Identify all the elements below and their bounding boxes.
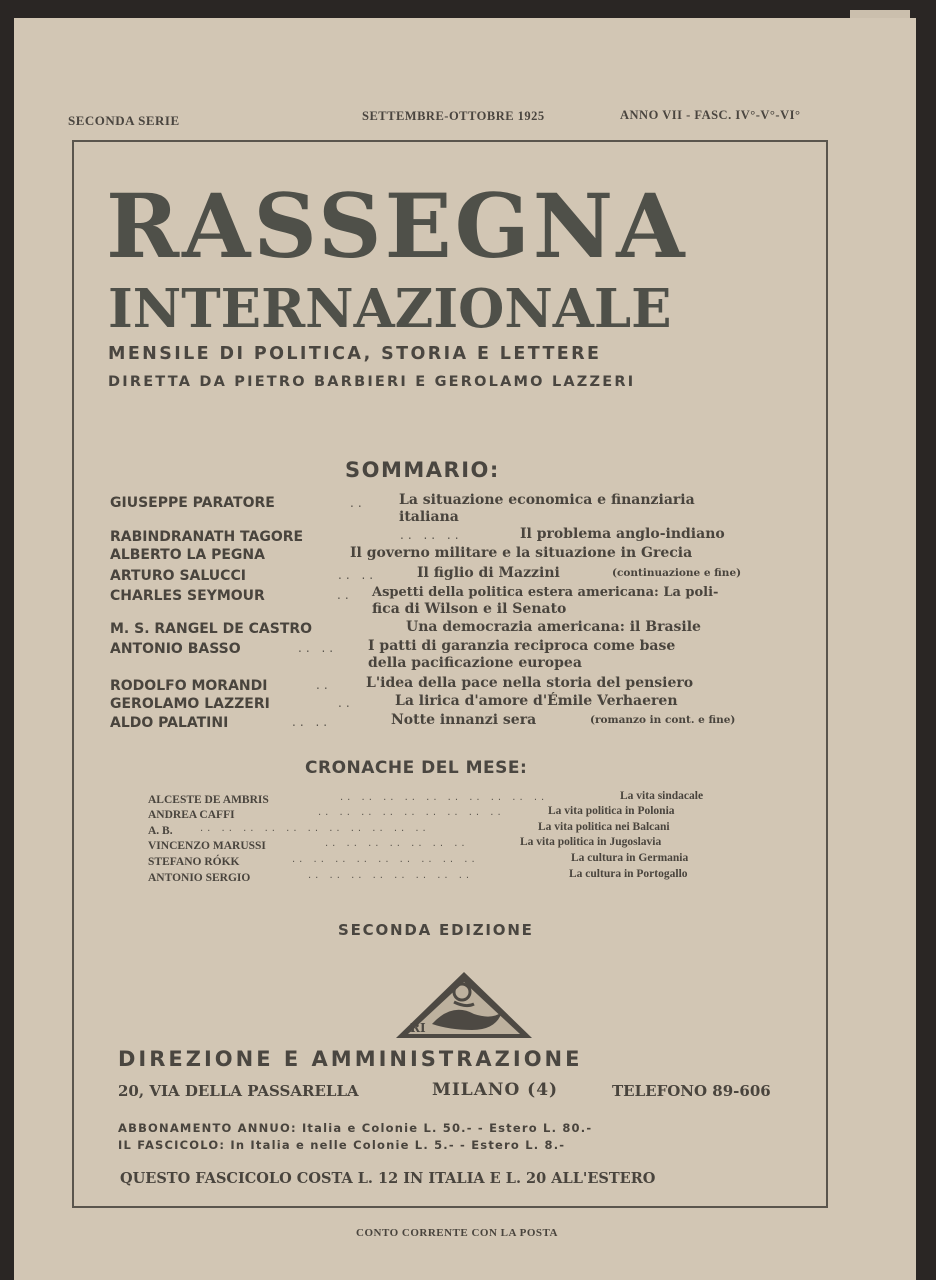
leader-dots: .. ..: [338, 568, 378, 582]
summary-note: (continuazione e fine): [612, 567, 742, 579]
leader-dots: .. .. .. .. .. .. .. .. ..: [318, 807, 505, 818]
chronicle-author: ANTONIO SERGIO: [148, 872, 251, 884]
administration-heading: DIREZIONE E AMMINISTRAZIONE: [118, 1047, 583, 1071]
directors: DIRETTA DA PIETRO BARBIERI E GEROLAMO LAZZERI: [108, 374, 636, 390]
summary-author: ARTURO SALUCCI: [110, 568, 246, 584]
summary-title: Aspetti della politica estera americana: La poli-: [372, 585, 719, 600]
summary-author: RODOLFO MORANDI: [110, 678, 268, 694]
subtitle: MENSILE DI POLITICA, STORIA E LETTERE: [108, 344, 602, 364]
summary-title-continued: della pacificazione europea: [368, 655, 582, 671]
address: 20, VIA DELLA PASSARELLA: [118, 1082, 359, 1100]
leader-dots: ..: [338, 696, 354, 710]
series-label: SECONDA SERIE: [68, 113, 180, 128]
chronicle-author: A. B.: [148, 825, 173, 837]
summary-title: Il figlio di Mazzini: [417, 565, 560, 581]
leader-dots: .. ..: [292, 715, 332, 729]
leader-dots: .. .. .. .. .. .. .. .. .. .. ..: [200, 823, 430, 834]
leader-dots: ..: [337, 588, 353, 602]
postal-account-note: CONTO CORRENTE CON LA POSTA: [356, 1227, 558, 1239]
summary-note: (romanzo in cont. e fine): [590, 714, 736, 726]
summary-title: I patti di garanzia reciproca come base: [368, 638, 676, 654]
chronicles-heading: CRONACHE DEL MESE:: [305, 758, 528, 778]
issue-date: SETTEMBRE-OTTOBRE 1925: [362, 109, 545, 123]
leader-dots: .. .. .. .. .. .. ..: [325, 838, 469, 849]
leader-dots: .. .. .. .. .. .. .. .. .. ..: [340, 792, 549, 803]
subscription-rate: ABBONAMENTO ANNUO: Italia e Colonie L. 50.- - Estero L. 80.-: [118, 1121, 593, 1135]
leader-dots: ..: [350, 496, 366, 510]
summary-author: ALBERTO LA PEGNA: [110, 547, 265, 563]
summary-author: GIUSEPPE PARATORE: [110, 495, 275, 511]
chronicle-author: STEFANO RÓKK: [148, 856, 240, 868]
chronicle-title: La vita sindacale: [620, 790, 704, 802]
summary-author: RABINDRANATH TAGORE: [110, 529, 304, 545]
leader-dots: .. ..: [298, 641, 338, 655]
title-internazionale: INTERNAZIONALE: [108, 278, 672, 340]
chronicle-title: La vita politica in Polonia: [548, 805, 675, 817]
chronicle-author: ALCESTE DE AMBRIS: [148, 794, 269, 806]
summary-author: ALDO PALATINI: [110, 715, 229, 731]
leader-dots: .. .. .. .. .. .. .. ..: [308, 870, 474, 881]
leader-dots: ..: [316, 678, 332, 692]
leader-dots: .. .. .. .. .. .. .. .. ..: [292, 854, 479, 865]
summary-title: La situazione economica e finanziaria: [399, 492, 695, 508]
summary-title: Il governo militare e la situazione in Grecia: [350, 545, 693, 561]
publisher-emblem-icon: [392, 968, 536, 1042]
chronicle-author: ANDREA CAFFI: [148, 809, 235, 821]
summary-author: CHARLES SEYMOUR: [110, 588, 265, 604]
summary-author: GEROLAMO LAZZERI: [110, 696, 270, 712]
summary-title: La lirica d'amore d'Émile Verhaeren: [395, 693, 678, 709]
chronicle-title: La cultura in Germania: [571, 852, 689, 864]
chronicle-author: VINCENZO MARUSSI: [148, 840, 266, 852]
summary-title: L'idea della pace nella storia del pensiero: [366, 675, 694, 691]
summary-title-continued: italiana: [399, 509, 459, 525]
leader-dots: .. .. ..: [400, 528, 463, 542]
emblem-letters: RI: [410, 1021, 426, 1035]
chronicle-title: La vita politica nei Balcani: [538, 821, 670, 833]
edition-label: SECONDA EDIZIONE: [338, 921, 534, 939]
summary-title: Una democrazia americana: il Brasile: [406, 619, 701, 635]
summary-author: M. S. RANGEL DE CASTRO: [110, 621, 313, 637]
issue-price: IL FASCICOLO: In Italia e nelle Colonie L. 5.- - Estero L. 8.-: [118, 1138, 566, 1152]
title-rassegna: RASSEGNA: [106, 174, 688, 278]
summary-author: ANTONIO BASSO: [110, 641, 241, 657]
summary-title: Notte innanzi sera: [391, 712, 537, 728]
chronicle-title: La vita politica in Jugoslavia: [520, 836, 662, 848]
summary-heading: SOMMARIO:: [345, 458, 500, 482]
issue-cost: QUESTO FASCICOLO COSTA L. 12 IN ITALIA E L. 20 ALL'ESTERO: [120, 1170, 656, 1187]
issue-number: ANNO VII - FASC. IV°-V°-VI°: [620, 108, 801, 122]
phone: TELEFONO 89-606: [612, 1082, 771, 1100]
city: MILANO (4): [432, 1080, 559, 1100]
chronicle-title: La cultura in Portogallo: [569, 868, 688, 880]
summary-title-continued: fica di Wilson e il Senato: [372, 601, 567, 617]
summary-title: Il problema anglo-indiano: [520, 526, 725, 542]
